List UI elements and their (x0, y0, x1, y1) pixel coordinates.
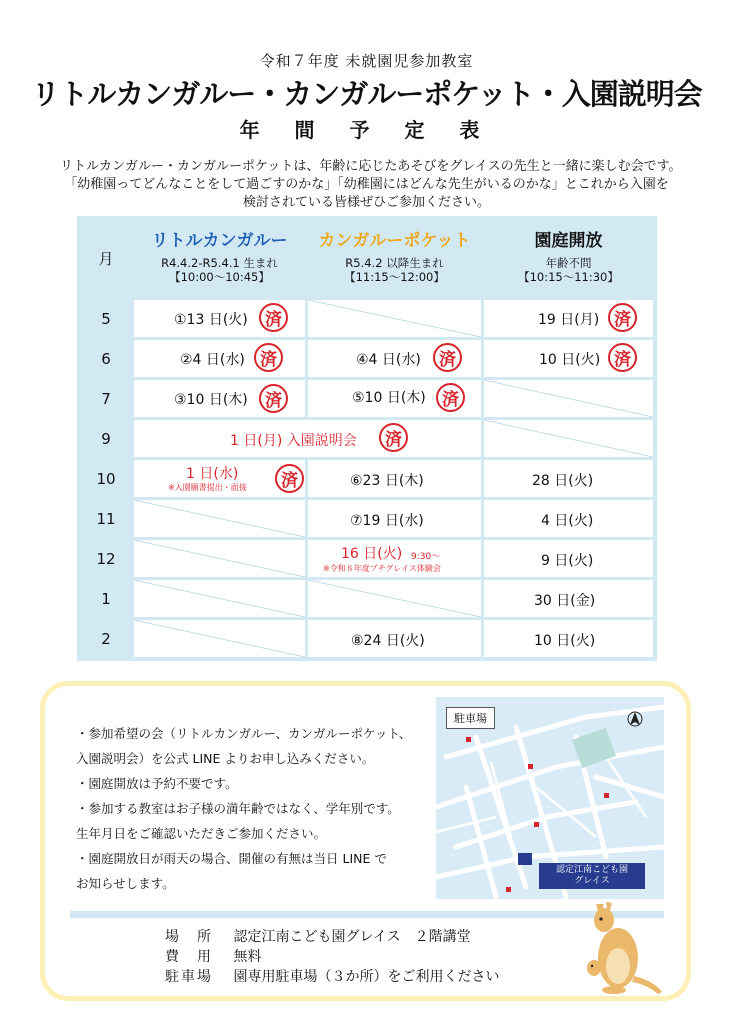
schedule-cell (134, 300, 305, 337)
done-stamp: 済 (259, 384, 288, 413)
schedule-cell (308, 500, 481, 537)
col-header-little-kangaroo (134, 220, 305, 297)
col-time: 【10:00～10:45】 (169, 270, 270, 284)
page-title: リトルカンガルー・カンガルーポケット・入園説明会 (31, 77, 702, 111)
empty-cell (484, 420, 653, 457)
empty-cell (134, 540, 305, 577)
month-cell: 5 (81, 300, 131, 337)
date-text: 9 日(火) (541, 553, 594, 569)
fee-row (165, 947, 585, 967)
schedule-cell (308, 620, 481, 657)
schedule-cell (308, 340, 481, 377)
event-text: 16 日(火) (341, 546, 403, 562)
col-name: カンガルーポケット (318, 231, 471, 251)
note-line: ・参加する教室はお子様の満年齢ではなく、学年別です。 (76, 801, 400, 816)
date-text: ②4 日(水) (180, 352, 245, 368)
done-stamp: 済 (436, 383, 465, 412)
date-text: ⑤10 日(木) (352, 390, 426, 406)
col-birth: R4.4.2-R5.4.1 生まれ (161, 256, 278, 270)
school-map-label (539, 863, 645, 889)
event-text: 1 日(水) (186, 466, 239, 482)
month-cell: 9 (81, 420, 131, 457)
done-stamp: 済 (433, 343, 462, 372)
done-stamp: 済 (379, 423, 408, 452)
note-line: 入園説明会）を公式 LINE よりお申し込みください。 (76, 751, 375, 766)
date-text: 19 日(月) (538, 312, 600, 328)
month-cell: 11 (81, 500, 131, 537)
place-value: 認定江南こども園グレイス ２階講堂 (233, 929, 471, 945)
month-cell: 1 (81, 580, 131, 617)
schedule-title: 年 間 予 定 表 (239, 118, 494, 142)
parking-value: 園専用駐車場（３か所）をご利用ください (233, 969, 500, 985)
month-cell: 2 (81, 620, 131, 657)
date-text: 10 日(火) (539, 352, 601, 368)
intro-line: 「幼稚園ってどんなことをして過ごすのかな」「幼稚園にはどんな先生がいるのかな」とこれから入園を (64, 177, 669, 192)
school-name-line: 認定江南こども園 (555, 865, 628, 875)
event-note: ※令和８年度プチグレイス体験会 (323, 564, 441, 573)
schedule-cell (484, 300, 653, 337)
schedule-cell (308, 380, 481, 417)
empty-cell (134, 500, 305, 537)
schedule-cell (484, 620, 653, 657)
place-label: 場 所 (165, 929, 213, 945)
col-birth: R5.4.2 以降生まれ (345, 256, 444, 270)
month-cell: 6 (81, 340, 131, 377)
date-text: ⑧24 日(火) (351, 633, 425, 649)
col-birth: 年齢不問 (545, 256, 592, 270)
schedule-cell (134, 380, 305, 417)
schedule-cell (134, 340, 305, 377)
schedule-cell (308, 460, 481, 497)
month-cell: 10 (81, 460, 131, 497)
intro-text (60, 158, 682, 212)
schedule-cell (484, 340, 653, 377)
done-stamp: 済 (254, 343, 283, 372)
schedule-cell-merged (134, 420, 481, 457)
date-text: 30 日(金) (534, 593, 596, 609)
note-line: 生年月日をご確認いただきご参加ください。 (76, 826, 327, 841)
col-header-garden-open (484, 220, 653, 297)
notes-list (76, 721, 426, 896)
facility-info (165, 927, 585, 987)
col-time: 【11:15～12:00】 (344, 270, 445, 284)
schedule-cell (134, 460, 305, 497)
date-text: 28 日(火) (532, 473, 594, 489)
date-text: 4 日(火) (541, 513, 594, 529)
date-text: ④4 日(水) (356, 352, 421, 368)
col-time: 【10:15～11:30】 (518, 270, 619, 284)
date-text: ⑦19 日(水) (350, 513, 424, 529)
done-stamp: 済 (259, 303, 288, 332)
schedule-cell (484, 580, 653, 617)
date-text: 10 日(火) (534, 633, 596, 649)
col-name: 園庭開放 (534, 231, 603, 251)
date-text: ③10 日(木) (174, 392, 248, 408)
done-stamp: 済 (608, 343, 637, 372)
note-line: ・園庭開放は予約不要です。 (76, 776, 238, 791)
month-header: 月 (81, 220, 131, 297)
empty-cell (134, 620, 305, 657)
intro-line: 検討されている皆様ぜひご参加ください。 (242, 195, 490, 210)
note-line: お知らせします。 (76, 876, 175, 891)
empty-cell (308, 580, 481, 617)
month-cell: 7 (81, 380, 131, 417)
event-time: 9:30～ (411, 552, 441, 562)
done-stamp: 済 (275, 464, 304, 493)
date-text: ⑥23 日(木) (350, 473, 424, 489)
date-text: ①13 日(火) (174, 312, 248, 328)
fee-value: 無料 (233, 949, 262, 965)
access-map (436, 697, 664, 899)
month-cell: 12 (81, 540, 131, 577)
empty-cell (308, 300, 481, 337)
note-line: ・参加希望の会（リトルカンガルー、カンガルーポケット、 (76, 726, 412, 741)
schedule-table (77, 216, 657, 661)
fee-label: 費 用 (165, 949, 213, 965)
done-stamp: 済 (608, 303, 637, 332)
schedule-cell (484, 460, 653, 497)
intro-line: リトルカンガルー・カンガルーポケットは、年齢に応じたあそびをグレイスの先生と一緒に楽しむ会です。 (60, 159, 682, 174)
parking-label: 駐車場 (165, 969, 213, 985)
event-note: ※入園願書提出・面接 (168, 483, 247, 492)
col-name: リトルカンガルー (151, 231, 288, 251)
empty-cell (484, 380, 653, 417)
event-text: 1 日(月) 入園説明会 (230, 433, 357, 449)
empty-cell (134, 580, 305, 617)
schedule-cell (484, 540, 653, 577)
col-header-kangaroo-pocket (308, 220, 481, 297)
kangaroo-illustration (574, 896, 664, 996)
place-row (165, 927, 585, 947)
schedule-cell (308, 540, 481, 577)
parking-label: 駐車場 (446, 707, 495, 729)
parking-row (165, 967, 585, 987)
school-name-line: グレイス (574, 876, 610, 886)
subtitle: 令和７年度 未就園児参加教室 (259, 52, 474, 70)
schedule-cell (484, 500, 653, 537)
note-line: ・園庭開放日が雨天の場合、開催の有無は当日 LINE で (76, 851, 387, 866)
